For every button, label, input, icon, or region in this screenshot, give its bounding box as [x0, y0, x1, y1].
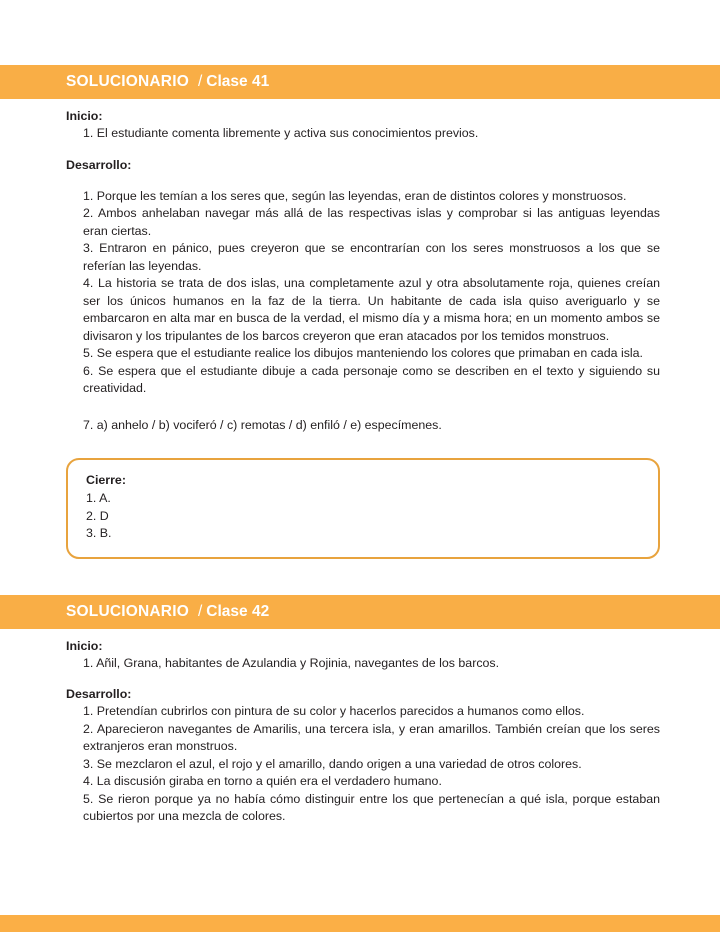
list-item: 1. Pretendían cubrirlos con pintura de su color y hacerlos parecidos a humanos como ellos.: [83, 704, 585, 718]
desarrollo-label: Desarrollo:: [66, 157, 132, 172]
list-item: 3. Se mezclaron el azul, el rojo y el amarillo, dando origen a una variedad de otros colores.: [83, 756, 582, 771]
spacer: [66, 143, 660, 157]
section-subtitle: Clase 42: [206, 602, 270, 620]
list-item: 3. B.: [86, 526, 112, 540]
desarrollo-label: Desarrollo:: [66, 687, 132, 701]
spacer: [0, 434, 720, 458]
spacer: [66, 174, 660, 188]
list-item: 2. Ambos anhelaban navegar más allá de las respectivas islas y comprobar si las antiguas leyendas eran ciertas.: [83, 206, 660, 238]
inicio-label: Inicio:: [66, 638, 103, 653]
desarrollo-extra-list: [66, 417, 660, 435]
bottom-accent-bar: [0, 915, 720, 932]
cierre-box: [66, 458, 660, 559]
inicio-list: [66, 125, 660, 143]
spacer: [66, 629, 660, 638]
list-item: 4. La discusión giraba en torno a quién era el verdadero humano.: [83, 774, 442, 788]
desarrollo-list: [66, 188, 660, 398]
desarrollo-list: [66, 703, 660, 826]
section-gap: [0, 559, 720, 595]
top-margin: [0, 0, 720, 65]
section-title: SOLUCIONARIO: [66, 602, 189, 620]
list-item: 1. El estudiante comenta libremente y activa sus conocimientos previos.: [83, 126, 479, 140]
section-separator: /: [197, 73, 203, 90]
list-item: 1. A.: [86, 491, 111, 505]
list-item: 4. La historia se trata de dos islas, una completamente azul y otra absolutamente roja, quienes creían ser los únicos humanos en la faz de la tierra. Un habitante de cada isla quiso averiguarlo y se embarcaron en alta mar en busca de la verdad, el mismo día y a misma hora; en un momento ambos se divisaron y los tripulantes de los barcos creyeron que eran atacados por los temidos monstruos.: [83, 276, 660, 343]
inicio-label: Inicio:: [66, 109, 103, 123]
section-title: SOLUCIONARIO: [66, 73, 189, 90]
section-header-clase-41: [0, 65, 720, 99]
inicio-list: [66, 655, 660, 673]
list-item: 5. Se rieron porque ya no había cómo distinguir entre los que pertenecían a qué isla, porque estaban cubiertos por una mezcla de colores.: [83, 791, 660, 823]
spacer: [66, 99, 660, 108]
list-item: 1. Porque les temían a los seres que, según las leyendas, eran de distintos colores y monstruosos.: [83, 188, 627, 203]
section-body-clase-42: [0, 629, 720, 826]
cierre-list: [86, 490, 640, 543]
list-item: 7. a) anhelo / b) vociferó / c) remotas / d) enfiló / e) especímenes.: [83, 417, 442, 432]
section-subtitle: Clase 41: [206, 73, 270, 90]
section-separator: /: [197, 602, 203, 620]
cierre-label: Cierre:: [86, 473, 126, 487]
list-item: 6. Se espera que el estudiante dibuje a cada personaje como se describen en el texto y siguiendo su creatividad.: [83, 363, 660, 395]
spacer: [66, 672, 660, 686]
list-item: 2. Aparecieron navegantes de Amarilis, una tercera isla, y eran amarillos. También creían que los seres extranjeros eran monstruos.: [83, 721, 660, 753]
list-item: 5. Se espera que el estudiante realice los dibujos manteniendo los colores que primaban en cada isla.: [83, 346, 643, 360]
spacer: [66, 398, 660, 417]
list-item: 1. Añil, Grana, habitantes de Azulandia y Rojinia, navegantes de los barcos.: [83, 655, 500, 670]
section-header-clase-42: [0, 595, 720, 629]
list-item: 3. Entraron en pánico, pues creyeron que se encontrarían con los seres monstruosos a los que se referían las leyendas.: [83, 241, 660, 273]
section-body-clase-41: [0, 99, 720, 434]
list-item: 2. D: [86, 508, 109, 523]
